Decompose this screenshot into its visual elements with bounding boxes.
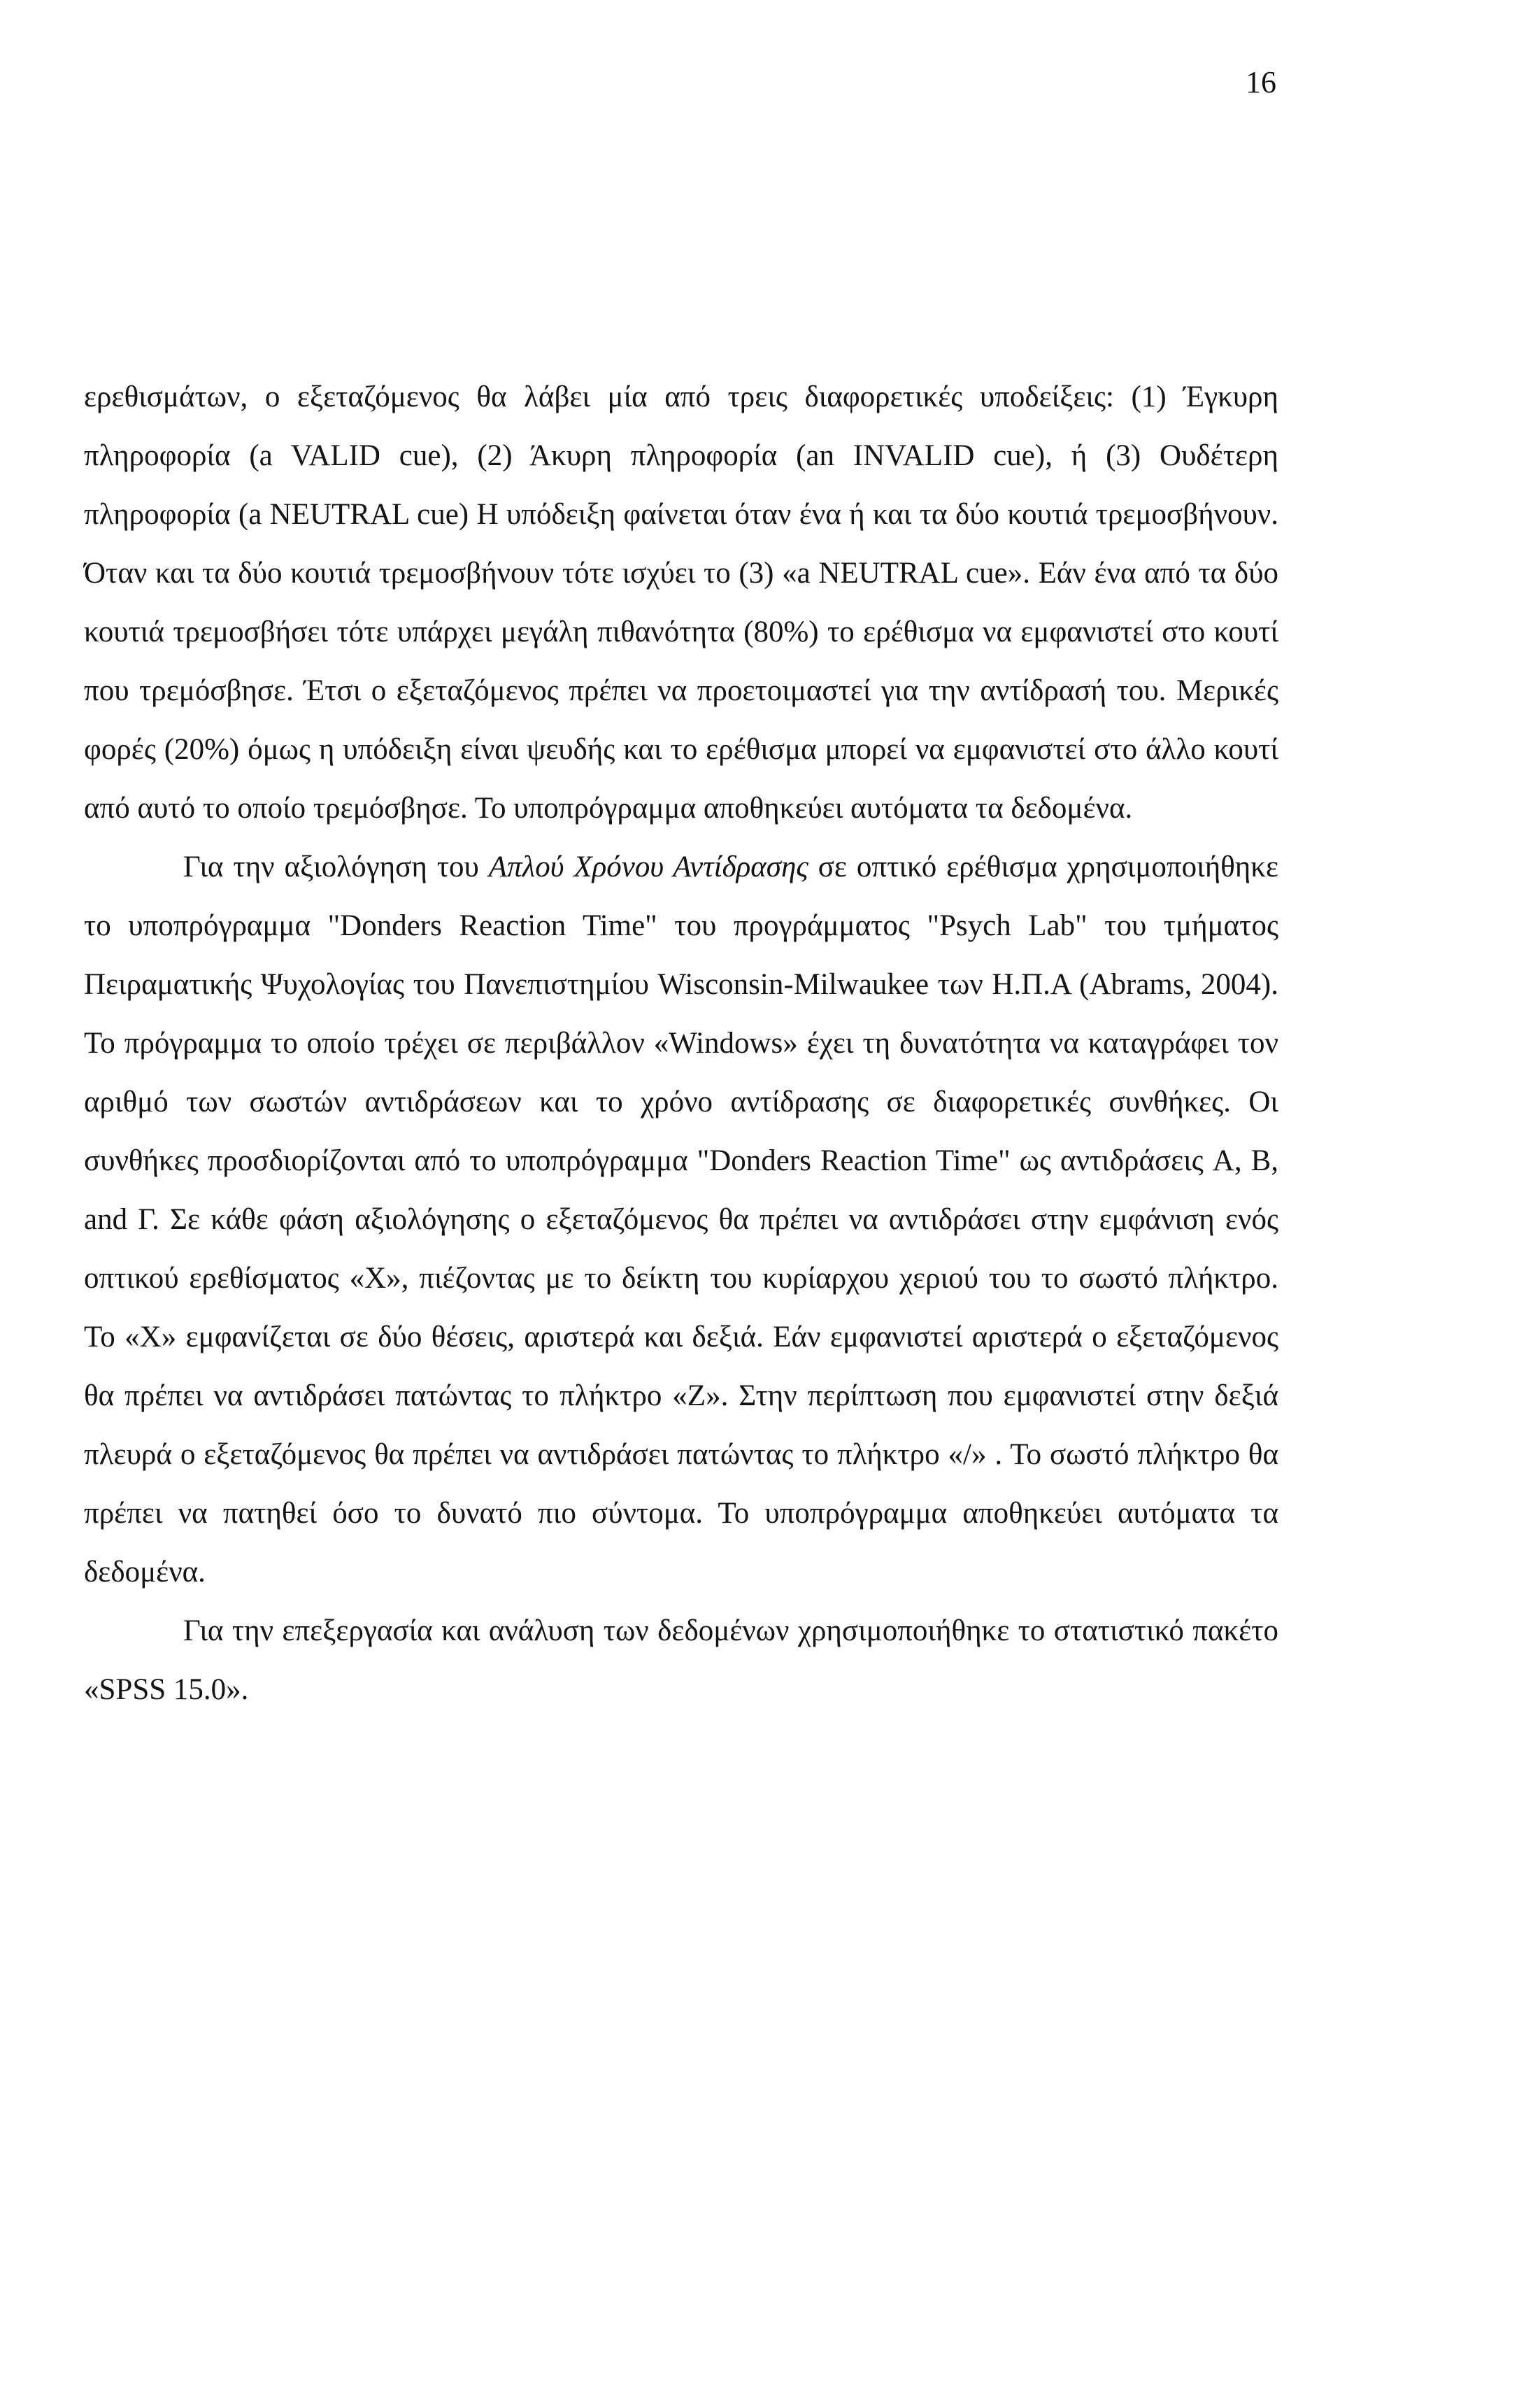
italic-term: Απλού Χρόνου Αντίδρασης bbox=[488, 851, 808, 883]
paragraph-text-before-italic: Για την αξιολόγηση του bbox=[183, 851, 489, 883]
paragraph-text-after-italic: σε οπτικό ερέθισμα χρησιμοποιήθηκε το υποπρόγραμμα "Donders Reaction Time" του προγράμματος "Psych Lab" του τμήματος Πειραματικής Ψυχολογίας του Πανεπιστημίου Wisconsin-Milwaukee των Η.Π.Α (Abrams, 2004). Το πρόγραμμα το οποίο τρέχει σε περιβάλλον «Windows» έχει τη δυνατότητα να καταγράφει τον αριθμό των σωστών αντιδράσεων και το χρόνο αντίδρασης σε διαφορετικές συνθήκες. Οι συνθήκες προσδιορίζονται από το υποπρόγραμμα "Donders Reaction Time" ως αντιδράσεις A, B, and Γ. Σε κάθε φάση αξιολόγησης ο εξεταζόμενος θα πρέπει να αντιδράσει στην εμφάνιση ενός οπτικού ερεθίσματος «Χ», πιέζοντας με το δείκτη του κυρίαρχου χεριού του το σωστό πλήκτρο. Το «Χ» εμφανίζεται σε δύο θέσεις, αριστερά και δεξιά. Εάν εμφανιστεί αριστερά ο εξεταζόμενος θα πρέπει να αντιδράσει πατώντας το πλήκτρο «Ζ». Στην περίπτωση που εμφανιστεί στην δεξιά πλευρά ο εξεταζόμενος θα πρέπει να αντιδράσει πατώντας το πλήκτρο «/» . Το σωστό πλήκτρο θα πρέπει να πατηθεί όσο το δυνατό πιο σύντομα. Το υποπρόγραμμα αποθηκεύει αυτόματα τα δεδομένα. bbox=[84, 851, 1278, 1589]
paragraph-cue-description: ερεθισμάτων, ο εξεταζόμενος θα λάβει μία από τρεις διαφορετικές υποδείξεις: (1) Έγκυρη πληροφορία (a VALID cue), (2) Άκυρη πληροφορία (an INVALID cue), ή (3) Ουδέτερη πληροφορία (a NEUTRAL cue) Η υπόδειξη φαίνεται όταν ένα ή και τα δύο κουτιά τρεμοσβήνουν. Όταν και τα δύο κουτιά τρεμοσβήνουν τότε ισχύει το (3) «a NEUTRAL cue». Εάν ένα από τα δύο κουτιά τρεμοσβήσει τότε υπάρχει μεγάλη πιθανότητα (80%) το ερέθισμα να εμφανιστεί στο κουτί που τρεμόσβησε. Έτσι ο εξεταζόμενος πρέπει να προετοιμαστεί για την αντίδρασή του. Μερικές φορές (20%) όμως η υπόδειξη είναι ψευδής και το ερέθισμα μπορεί να εμφανιστεί στο άλλο κουτί από αυτό το οποίο τρεμόσβησε. Το υποπρόγραμμα αποθηκεύει αυτόματα τα δεδομένα. bbox=[84, 381, 1279, 825]
paragraph-statistics: Για την επεξεργασία και ανάλυση των δεδομένων χρησιμοποιήθηκε το στατιστικό πακέτο «SPSS 15.0». bbox=[84, 1614, 1278, 1706]
page-number: 16 bbox=[1246, 65, 1276, 99]
paragraph-reaction-time-method bbox=[84, 838, 1278, 1602]
body-text bbox=[84, 368, 1278, 1719]
